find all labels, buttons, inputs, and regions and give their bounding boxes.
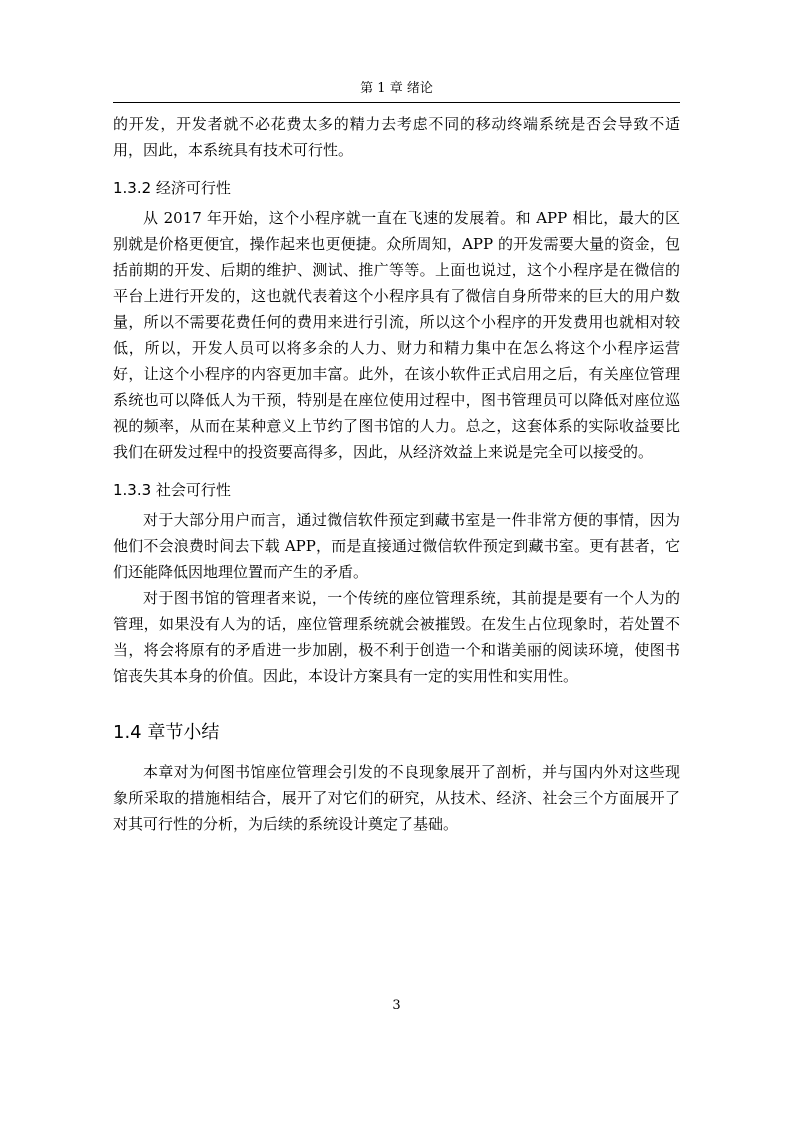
heading-social-feasibility: 1.3.3 社会可行性: [113, 481, 231, 499]
page-body: [113, 111, 680, 837]
heading-economic-feasibility: 1.3.2 经济可行性: [113, 179, 231, 197]
social-feasibility-paragraph-2: 对于图书馆的管理者来说，一个传统的座位管理系统，其前提是要有一个人为的管理，如果没有人为的话，座位管理系统就会被摧毁。在发生占位现象时，若处置不当，将会将原有的矛盾进一步加剧，极不利于创造一个和谐美丽的阅读环境，使图书馆丧失其本身的价值。因此，本设计方案具有一定的实用性和实用性。: [113, 589, 680, 685]
page-number: 3: [392, 998, 401, 1013]
social-feasibility-paragraph-1: 对于大部分用户而言，通过微信软件预定到藏书室是一件非常方便的事情，因为他们不会浪费时间去下载 APP，而是直接通过微信软件预定到藏书室。更有甚者，它们还能降低因地理位置而产生的矛盾。: [113, 511, 680, 581]
heading-chapter-summary: 1.4 章节小结: [113, 722, 220, 743]
chapter-summary-paragraph: 本章对为何图书馆座位管理会引发的不良现象展开了剖析，并与国内外对这些现象所采取的措施相结合，展开了对它们的研究，从技术、经济、社会三个方面展开了对其可行性的分析，为后续的系统设计奠定了基础。: [113, 763, 680, 833]
header-rule: [113, 102, 680, 103]
continuation-paragraph: 的开发，开发者就不必花费太多的精力去考虑不同的移动终端系统是否会导致不适用，因此，本系统具有技术可行性。: [113, 115, 680, 159]
running-header: 第 1 章 绪论: [360, 81, 433, 96]
economic-feasibility-paragraph: 从 2017 年开始，这个小程序就一直在飞速的发展着。和 APP 相比，最大的区别就是价格更便宜，操作起来也更便捷。众所周知，APP 的开发需要大量的资金，包括前期的开发、后期的维护、测试、推广等等。上面也说过，这个小程序是在微信的平台上进行开发的，这也就代表着这个小程序具有了微信自身所带来的巨大的用户数量，所以不需要花费任何的费用来进行引流，所以这个小程序的开发费用也就相对较低，所以，开发人员可以将多余的人力、财力和精力集中在怎么将这个小程序运营好，让这个小程序的内容更加丰富。此外，在该小软件正式启用之后，有关座位管理系统也可以降低人为干预，特别是在座位使用过程中，图书管理员可以降低对座位巡视的频率，从而在某种意义上节约了图书馆的人力。总之，这套体系的实际收益要比我们在研发过程中的投资要高得多，因此，从经济效益上来说是完全可以接受的。: [113, 209, 680, 461]
